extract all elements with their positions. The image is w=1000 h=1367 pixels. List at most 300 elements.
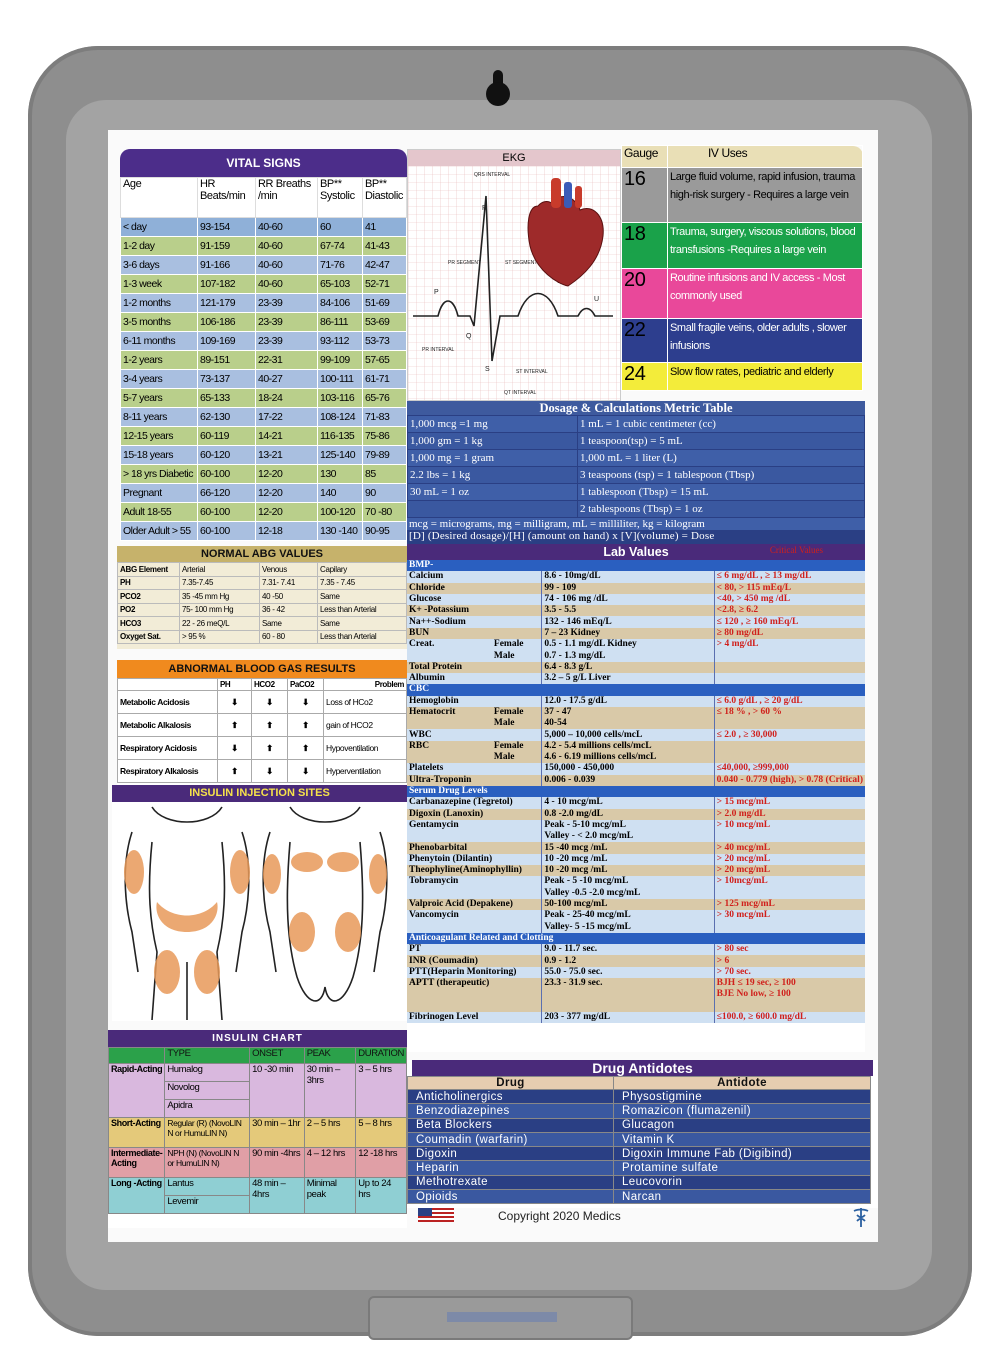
insulin-type: Lantus: [165, 1178, 250, 1196]
lab-cell: [407, 989, 542, 1000]
table-row: [407, 955, 865, 966]
insulin-type: Apidra: [165, 1100, 250, 1118]
table-row: [121, 484, 407, 503]
table-row: [109, 1064, 407, 1082]
table-cell: 22 - 26 meQ/L: [180, 617, 260, 631]
abn-header: PaCO2: [288, 679, 324, 691]
iv-use: Small fragile veins, older adults , slower infusions: [668, 319, 863, 363]
lab-cell: Total Protein: [409, 661, 463, 672]
antidote-name: Romazicon (flumazenil): [614, 1104, 871, 1118]
table-row: [407, 899, 865, 910]
iv-gauge: 24: [622, 363, 668, 391]
lab-cell: 10 -20 mcg /mL: [542, 865, 714, 876]
lab-cell: Calcium: [409, 571, 444, 582]
table-cell: HCO3: [118, 617, 180, 631]
arrow-down-icon: ⬇: [218, 691, 252, 714]
table-row: [407, 718, 865, 729]
lab-cell: Valley -0.5 -2.0 mcg/mL: [542, 888, 714, 899]
lab-cell: BJE No low, ≥ 100: [714, 989, 865, 1000]
table-cell: 116-135: [318, 427, 363, 446]
table-cell: 60-119: [198, 427, 256, 446]
antidote-name: Protamine sulfate: [614, 1161, 871, 1175]
table-cell: > 95 %: [180, 630, 260, 644]
lab-cell: 203 - 377 mg/dL: [542, 1012, 714, 1023]
lab-cell: Na++-Sodium: [409, 616, 466, 627]
table-cell: 70 -80: [363, 503, 407, 522]
table-cell: Same: [318, 590, 407, 604]
insulin-chart-table: [108, 1047, 407, 1214]
clipboard-latch[interactable]: [368, 1296, 633, 1340]
abg-section: [117, 546, 407, 649]
insulin-duration: 12 -18 hrs: [356, 1148, 407, 1178]
abnormal-gas-table: [117, 678, 407, 783]
lab-cell: Gentamycin: [409, 819, 459, 830]
table-row: [408, 433, 865, 450]
insulin-type: Levemir: [165, 1196, 250, 1214]
lab-cell: Male: [493, 650, 515, 661]
lab-cell: Hemoglobin: [409, 695, 459, 706]
table-cell: gain of HCO2: [324, 714, 407, 737]
table-cell: 13-21: [256, 446, 318, 465]
lab-cell: Albumin: [409, 673, 445, 684]
table-row: [118, 691, 407, 714]
table-row: [118, 576, 407, 590]
lab-cell: 10 -20 mcg /mL: [542, 854, 714, 865]
lab-cell: 4.2 - 5.4 millions cells/mcL: [542, 741, 714, 752]
antidotes-header-antidote: Antidote: [614, 1077, 871, 1090]
arrow-up-icon: ⬆: [252, 714, 288, 737]
table-row: [407, 978, 865, 989]
lab-cell: [407, 831, 542, 842]
ekg-label: QRS INTERVAL: [474, 172, 511, 178]
table-row: [407, 944, 865, 955]
table-cell: Less than Arterial: [318, 603, 407, 617]
table-cell: 12-15 years: [121, 427, 198, 446]
dosage-cell: 1,000 mL = 1 liter (L): [578, 450, 865, 467]
lab-cell: Theophyline(Aminophyllin): [409, 865, 522, 876]
insulin-type: Novolog: [165, 1082, 250, 1100]
table-row: [408, 1118, 871, 1132]
iv-header-uses: IV Uses: [668, 146, 863, 168]
table-cell: 107-182: [198, 275, 256, 294]
table-cell: Respiratory Alkalosis: [118, 760, 218, 783]
table-row: [121, 237, 407, 256]
lab-cell: BJH ≤ 19 sec, ≥ 100: [714, 978, 865, 989]
insulin-duration: 5 – 8 hrs: [356, 1118, 407, 1148]
insulin-category: Long -Acting: [109, 1178, 165, 1214]
table-cell: 109-169: [198, 332, 256, 351]
insulin-type: Regular (R) (NovoLIN N or HumuLIN N): [165, 1118, 250, 1148]
lab-section-label: Anticoagulant Related and Clotting: [407, 933, 865, 944]
table-cell: Metabolic Alkalosis: [118, 714, 218, 737]
table-cell: 100-111: [318, 370, 363, 389]
insulin-onset: 10 -30 min: [250, 1064, 305, 1118]
table-cell: 60-100: [198, 522, 256, 541]
lab-cell: Hematocrit: [409, 707, 456, 717]
arrow-down-icon: ⬇: [288, 760, 324, 783]
lab-cell: 5,000 – 10,000 cells/mcL: [542, 729, 714, 740]
table-cell: 5-7 years: [121, 389, 198, 408]
lab-cell: Female: [493, 707, 524, 717]
table-cell: 60: [318, 218, 363, 237]
dosage-section: [407, 401, 865, 544]
lab-cell: 6.4 - 8.3 g/L: [542, 662, 714, 673]
lab-cell: 9.0 - 11.7 sec.: [542, 944, 714, 955]
abg-header: Arterial: [180, 563, 260, 577]
ekg-label: PR INTERVAL: [422, 347, 455, 353]
table-cell: PH: [118, 576, 180, 590]
table-row: [408, 450, 865, 467]
dosage-cell: [408, 501, 578, 518]
antidote-drug: Methotrexate: [408, 1175, 614, 1189]
lab-cell: 4.6 - 6.19 millions cells/mcL: [542, 752, 714, 763]
lab-cell: INR (Coumadin): [409, 955, 478, 966]
table-cell: 108-124: [318, 408, 363, 427]
table-cell: 42-47: [363, 256, 407, 275]
lab-cell: [714, 752, 865, 763]
table-row: [407, 594, 865, 605]
table-row: [121, 275, 407, 294]
table-cell: 60 - 80: [260, 630, 318, 644]
arrow-up-icon: ⬆: [218, 714, 252, 737]
dosage-footnote: mcg = micrograms, mg = milligram, mL = milliliter, kg = kilogram: [407, 518, 865, 530]
lab-cell: 0.5 - 1.1 mg/dL Kidney: [542, 639, 714, 650]
table-row: [407, 583, 865, 594]
table-row: [407, 571, 865, 582]
table-cell: 125-140: [318, 446, 363, 465]
abg-header: ABG Element: [118, 563, 180, 577]
table-cell: 23-39: [256, 332, 318, 351]
table-row: [121, 313, 407, 332]
table-cell: > 18 yrs Diabetic: [121, 465, 198, 484]
table-cell: 7.31- 7.41: [260, 576, 318, 590]
table-row: [408, 1190, 871, 1204]
insulin-chart-section: [108, 1030, 407, 1228]
table-cell: Respiratory Acidosis: [118, 737, 218, 760]
table-row: [407, 741, 865, 752]
lab-cell: [542, 1001, 714, 1012]
lab-cell: 0.006 - 0.039: [542, 775, 714, 786]
table-cell: Oxyget Sat.: [118, 630, 180, 644]
table-cell: Hypoventilation: [324, 737, 407, 760]
table-cell: 53-69: [363, 313, 407, 332]
iv-gauge: 16: [622, 168, 668, 223]
table-cell: 79-89: [363, 446, 407, 465]
lab-cell: 15 -40 mcg /mL: [542, 842, 714, 853]
lab-cell: PT: [409, 944, 422, 955]
table-cell: 90-95: [363, 522, 407, 541]
lab-cell: Valley - < 2.0 mcg/mL: [542, 831, 714, 842]
table-cell: 100-120: [318, 503, 363, 522]
lab-cell: > 10mcg/mL: [714, 876, 865, 887]
table-row: [407, 865, 865, 876]
lab-cell: > 125 mcg/mL: [714, 899, 865, 910]
col-header-rr: RR Breaths /min: [256, 178, 318, 218]
lab-values-title: Lab Values: [603, 545, 669, 559]
lab-section-label: BMP-: [407, 560, 865, 571]
lab-cell: > 30 mcg/mL: [714, 910, 865, 921]
us-flag-icon: [418, 1208, 458, 1224]
lab-cell: 3.2 – 5 g/L Liver: [542, 673, 714, 684]
table-cell: PO2: [118, 603, 180, 617]
table-row: [118, 760, 407, 783]
injection-sites-illustration: [112, 802, 407, 1020]
table-cell: 18-24: [256, 389, 318, 408]
table-row: [408, 1147, 871, 1161]
table-cell: 91-159: [198, 237, 256, 256]
table-row: [121, 294, 407, 313]
ekg-label: S: [485, 366, 490, 373]
table-row: [109, 1178, 407, 1196]
table-cell: 35 -45 mm Hg: [180, 590, 260, 604]
table-row: [408, 1132, 871, 1146]
ekg-label: PR SEGMENT: [448, 260, 482, 266]
table-cell: 67-74: [318, 237, 363, 256]
vital-signs-section: [120, 149, 407, 545]
lab-cell: Tobramycin: [409, 876, 459, 887]
table-row: [121, 332, 407, 351]
ekg-label: Q: [466, 333, 472, 340]
antidote-name: Vitamin K: [614, 1132, 871, 1146]
table-cell: 65-76: [363, 389, 407, 408]
table-row: [407, 989, 865, 1000]
table-row: [109, 1118, 407, 1148]
table-row: [407, 1001, 865, 1012]
table-cell: 65-133: [198, 389, 256, 408]
table-row: [407, 967, 865, 978]
reference-card: [108, 130, 878, 1242]
dosage-title: Dosage & Calculations Metric Table: [407, 401, 865, 415]
table-cell: 1-2 years: [121, 351, 198, 370]
lab-cell: Chloride: [409, 582, 445, 593]
table-cell: 40-60: [256, 218, 318, 237]
table-cell: Same: [318, 617, 407, 631]
lab-cell: <2.8, ≥ 6.2: [714, 605, 865, 616]
table-row: [121, 503, 407, 522]
iv-gauge: 20: [622, 269, 668, 319]
table-cell: 22-31: [256, 351, 318, 370]
table-row: [121, 408, 407, 427]
table-cell: 121-179: [198, 294, 256, 313]
iv-use: Routine infusions and IV access - Most commonly used: [668, 269, 863, 319]
ekg-label: ST SEGMENT: [505, 260, 538, 266]
lab-cell: ≤ 6 mg/dL , ≥ 13 mg/dL: [714, 571, 865, 582]
table-row: [407, 616, 865, 627]
table-row: [408, 1090, 871, 1104]
table-row: [407, 820, 865, 831]
table-cell: 12-20: [256, 465, 318, 484]
dosage-cell: 1 mL = 1 cubic centimeter (cc): [578, 416, 865, 433]
insulin-header: PEAK: [304, 1048, 356, 1064]
lab-cell: Fibrinogen Level: [409, 1012, 479, 1023]
abn-header: [118, 679, 218, 691]
antidotes-section: [407, 1060, 878, 1208]
table-row: [407, 605, 865, 616]
table-cell: 1-3 week: [121, 275, 198, 294]
insulin-sites-title: INSULIN INJECTION SITES: [112, 785, 407, 802]
table-row: [118, 603, 407, 617]
lab-cell: [714, 662, 865, 673]
lab-cell: APTT (therapeutic): [409, 978, 490, 989]
lab-cell: ≤ 18 % , > 60 %: [714, 707, 865, 718]
table-cell: 71-83: [363, 408, 407, 427]
table-row: [407, 707, 865, 718]
lab-cell: 132 - 146 mEq/L: [542, 616, 714, 627]
table-row: [118, 590, 407, 604]
table-row: [121, 446, 407, 465]
table-row: [407, 854, 865, 865]
table-cell: 57-65: [363, 351, 407, 370]
lab-cell: ≤ 120 , ≥ 160 mEq/L: [714, 616, 865, 627]
iv-gauge-table: [621, 145, 863, 391]
lab-cell: < 80, > 115 mEq/L: [714, 583, 865, 594]
lab-cell: Phenobarbital: [409, 842, 468, 853]
table-cell: 3-6 days: [121, 256, 198, 275]
dosage-cell: 2 tablespoons (Tbsp) = 1 oz: [578, 501, 865, 518]
lab-cell: 0.9 - 1.2: [542, 955, 714, 966]
dosage-table: [407, 415, 865, 518]
table-cell: Metabolic Acidosis: [118, 691, 218, 714]
lab-cell: > 80 sec: [714, 944, 865, 955]
table-cell: 15-18 years: [121, 446, 198, 465]
table-cell: 90: [363, 484, 407, 503]
lab-cell: ≤40,000, ≥999,000: [714, 763, 865, 774]
arrow-down-icon: ⬇: [252, 691, 288, 714]
table-cell: 89-151: [198, 351, 256, 370]
col-header-hr: HR Beats/min: [198, 178, 256, 218]
table-cell: 60-100: [198, 465, 256, 484]
hanging-hole-icon: [480, 68, 516, 118]
table-row: [408, 416, 865, 433]
lab-cell: 12.0 - 17.5 g/dL: [542, 696, 714, 707]
table-cell: 61-71: [363, 370, 407, 389]
ekg-section: [407, 149, 621, 401]
lab-cell: [714, 741, 865, 752]
lab-subheader: [407, 786, 865, 797]
table-cell: 1-2 day: [121, 237, 198, 256]
table-row: [121, 522, 407, 541]
antidotes-table: [407, 1076, 871, 1204]
lab-cell: [407, 922, 542, 933]
table-cell: 51-69: [363, 294, 407, 313]
dosage-formula: [D] (Desired dosage)/[H] (amount on hand) x [V](volume) = Dose: [407, 530, 865, 543]
lab-cell: WBC: [409, 729, 432, 740]
table-cell: Less than Arterial: [318, 630, 407, 644]
table-cell: 40 -50: [260, 590, 318, 604]
lab-cell: Female: [493, 639, 524, 650]
table-row: [622, 269, 863, 319]
lab-cell: > 10 mcg/mL: [714, 820, 865, 831]
lab-section-label: Serum Drug Levels: [407, 786, 865, 797]
dosage-cell: 3 teaspoons (tsp) = 1 tablespoon (Tbsp): [578, 467, 865, 484]
table-row: [408, 467, 865, 484]
lab-cell: Platelets: [409, 763, 444, 774]
table-cell: 93-154: [198, 218, 256, 237]
table-cell: 130: [318, 465, 363, 484]
lab-cell: [714, 922, 865, 933]
table-cell: 75-86: [363, 427, 407, 446]
table-cell: 36 - 42: [260, 603, 318, 617]
lab-cell: 40-54: [542, 718, 714, 729]
table-row: [118, 617, 407, 631]
insulin-duration: Up to 24 hrs: [356, 1178, 407, 1214]
iv-gauge-section: [621, 145, 863, 400]
lab-cell: 23.3 - 31.9 sec.: [542, 978, 714, 989]
table-cell: 23-39: [256, 313, 318, 332]
lab-cell: Valley- 5 -15 mcg/mL: [542, 922, 714, 933]
insulin-duration: 3 – 5 hrs: [356, 1064, 407, 1118]
table-row: [622, 363, 863, 391]
table-cell: 1-2 months: [121, 294, 198, 313]
table-cell: 12-20: [256, 503, 318, 522]
table-row: [407, 763, 865, 774]
abg-header: Capilary: [318, 563, 407, 577]
ekg-label: QT INTERVAL: [504, 390, 537, 396]
table-cell: 62-130: [198, 408, 256, 427]
table-cell: PCO2: [118, 590, 180, 604]
table-row: [407, 809, 865, 820]
lab-cell: 7 – 23 Kidney: [542, 628, 714, 639]
table-row: [407, 797, 865, 808]
lab-values-table: [407, 560, 865, 1023]
antidote-drug: Benzodiazepines: [408, 1104, 614, 1118]
table-row: [118, 714, 407, 737]
arrow-up-icon: ⬆: [288, 714, 324, 737]
table-row: [121, 465, 407, 484]
lab-cell: ≤ 2.0 , ≥ 30,000: [714, 729, 865, 740]
table-cell: 140: [318, 484, 363, 503]
lab-cell: [407, 888, 542, 899]
table-row: [407, 876, 865, 887]
abnormal-gas-section: [117, 660, 407, 787]
insulin-category: Intermediate-Acting: [109, 1148, 165, 1178]
dosage-cell: 1,000 mcg =1 mg: [408, 416, 578, 433]
table-row: [407, 752, 865, 763]
table-row: [407, 842, 865, 853]
lab-cell: 0.8 -2.0 mg/dL: [542, 809, 714, 820]
table-row: [407, 729, 865, 740]
lab-cell: > 70 sec.: [714, 967, 865, 978]
lab-cell: Digoxin (Lanoxin): [409, 808, 484, 819]
table-cell: 60-100: [198, 503, 256, 522]
lab-cell: Female: [493, 740, 524, 751]
lab-cell: > 6: [714, 955, 865, 966]
arrow-down-icon: ⬇: [288, 691, 324, 714]
table-row: [407, 628, 865, 639]
table-cell: Pregnant: [121, 484, 198, 503]
ekg-label: P: [434, 289, 439, 296]
lab-values-header: [407, 544, 865, 560]
table-row: [408, 484, 865, 501]
table-cell: 6-11 months: [121, 332, 198, 351]
lab-cell: 99 - 109: [542, 583, 714, 594]
table-row: [622, 168, 863, 223]
table-cell: 41-43: [363, 237, 407, 256]
table-cell: 91-166: [198, 256, 256, 275]
lab-cell: ≤ 6.0 g/dL , ≥ 20 g/dL: [714, 696, 865, 707]
table-cell: 14-21: [256, 427, 318, 446]
table-row: [118, 737, 407, 760]
table-cell: 40-27: [256, 370, 318, 389]
antidote-drug: Heparin: [408, 1161, 614, 1175]
table-cell: Same: [260, 617, 318, 631]
table-cell: 75- 100 mm Hg: [180, 603, 260, 617]
col-header-diastolic: BP** Diastolic: [363, 178, 407, 218]
antidote-drug: Digoxin: [408, 1147, 614, 1161]
lab-cell: Creat.: [409, 639, 435, 650]
table-cell: 3-4 years: [121, 370, 198, 389]
lab-cell: <40, > 450 mg /dL: [714, 594, 865, 605]
